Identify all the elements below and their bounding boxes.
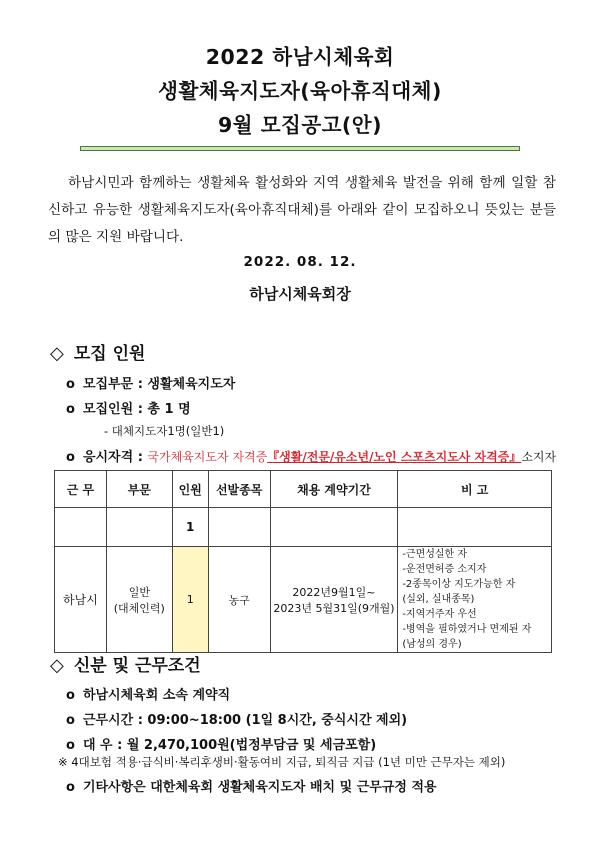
- period-start: 2022년9월1일~: [292, 585, 376, 599]
- location-cell: 하남시: [55, 547, 107, 653]
- qualification-label: 응시자격 :: [82, 450, 148, 465]
- note-item: -2종목이상 지도가능한 자: [402, 579, 516, 590]
- pay-line: [66, 734, 376, 753]
- intro-paragraph: 하남시민과 함께하는 생활체육 활성화와 지역 생활체육 발전을 위해 함께 일할 참신하고 유능한 생활체육지도자(육아휴직대체)를 아래와 같이 모집하오니 뜻있는 분들의 많은 지원 바랍니다.: [48, 175, 556, 245]
- bullet-icon: o: [66, 780, 75, 795]
- sport-cell: 농구: [208, 547, 270, 653]
- title-line-2: 생활체육지도자(육아휴직대체): [158, 79, 442, 103]
- section-heading-conditions: [50, 651, 201, 676]
- bullet-icon: o: [66, 402, 75, 417]
- note-item: -병역을 필하였거나 면제된 자: [402, 624, 532, 635]
- bullet-icon: o: [66, 713, 75, 728]
- header-notes: 비 고: [398, 471, 552, 508]
- header-division: 부문: [106, 471, 172, 508]
- qualification-line: [66, 446, 556, 465]
- section-heading-recruitment: [50, 339, 145, 364]
- recruit-count-detail: - 대체지도자1명(일반1): [104, 424, 225, 438]
- other-terms-line: [66, 776, 437, 795]
- recruitment-table: [54, 470, 552, 653]
- recruit-field-line: [66, 373, 235, 392]
- pay-text: 대 우 : 월 2,470,100원(법정부담금 및 세금포함): [82, 738, 377, 753]
- period-cell: [270, 547, 398, 653]
- qualification-cert: 국가체육지도자 자격증: [147, 450, 268, 464]
- bullet-icon: o: [66, 738, 75, 753]
- title-line-3: 9월 모집공고(안): [218, 113, 382, 137]
- header-period: 채용 계약기간: [270, 471, 398, 508]
- header-location: 근 무: [55, 471, 107, 508]
- status-text: 하남시체육회 소속 계약직: [82, 688, 231, 703]
- table-header-row: [55, 471, 552, 508]
- count-cell: 1: [172, 547, 208, 653]
- period-end: 2023년 5월31일(9개월): [273, 601, 395, 615]
- division-subtext: (대체인력): [113, 601, 165, 615]
- recruit-field-text: 모집부문 : 생활체육지도자: [82, 377, 236, 392]
- total-count-cell: 1: [172, 508, 208, 547]
- section-title: 신분 및 근무조건: [73, 656, 201, 676]
- note-item: (남성의 경우): [402, 639, 462, 650]
- bullet-icon: o: [66, 688, 75, 703]
- table-total-row: [55, 508, 552, 547]
- bullet-icon: o: [66, 450, 75, 465]
- note-item: (실외, 실내종목): [402, 594, 475, 605]
- title-divider: [80, 146, 520, 151]
- diamond-icon: ◇: [50, 343, 64, 364]
- recruit-count-text: 모집인원 : 총 1 명: [82, 402, 191, 417]
- organization-name: 하남시체육회장: [249, 285, 351, 303]
- announcement-date: 2022. 08. 12.: [243, 254, 357, 270]
- division-text: 일반: [128, 585, 150, 599]
- benefits-note: ※ 4대보험 적용·급식비·복리후생비·활동여비 지급, 퇴직금 지급 (1년 미만 근무자는 제외): [58, 755, 506, 769]
- bullet-icon: o: [66, 377, 75, 392]
- work-hours-text: 근무시간 : 09:00~18:00 (1일 8시간, 중식시간 제외): [82, 713, 408, 728]
- recruit-count-line: [66, 398, 191, 417]
- note-item: -지역거주자 우선: [402, 609, 477, 620]
- table-row: [55, 547, 552, 653]
- note-item: -운전면허증 소지자: [402, 564, 487, 575]
- header-count: 인원: [172, 471, 208, 508]
- notes-cell: [398, 547, 552, 653]
- section-title: 모집 인원: [73, 344, 146, 364]
- work-hours-line: [66, 709, 407, 728]
- qualification-cert-types: 『생활/전문/유소년/노인 스포츠지도사 자격증』: [267, 450, 522, 464]
- qualification-tail: 소지자: [521, 450, 557, 464]
- diamond-icon: ◇: [50, 655, 64, 676]
- header-sport: 선발종목: [208, 471, 270, 508]
- note-item: -근면성실한 자: [402, 549, 468, 560]
- division-cell: [106, 547, 172, 653]
- other-terms-text: 기타사항은 대한체육회 생활체육지도자 배치 및 근무규정 적용: [82, 780, 437, 795]
- title-line-1: 2022 하남시체육회: [205, 45, 395, 69]
- status-line: [66, 684, 230, 703]
